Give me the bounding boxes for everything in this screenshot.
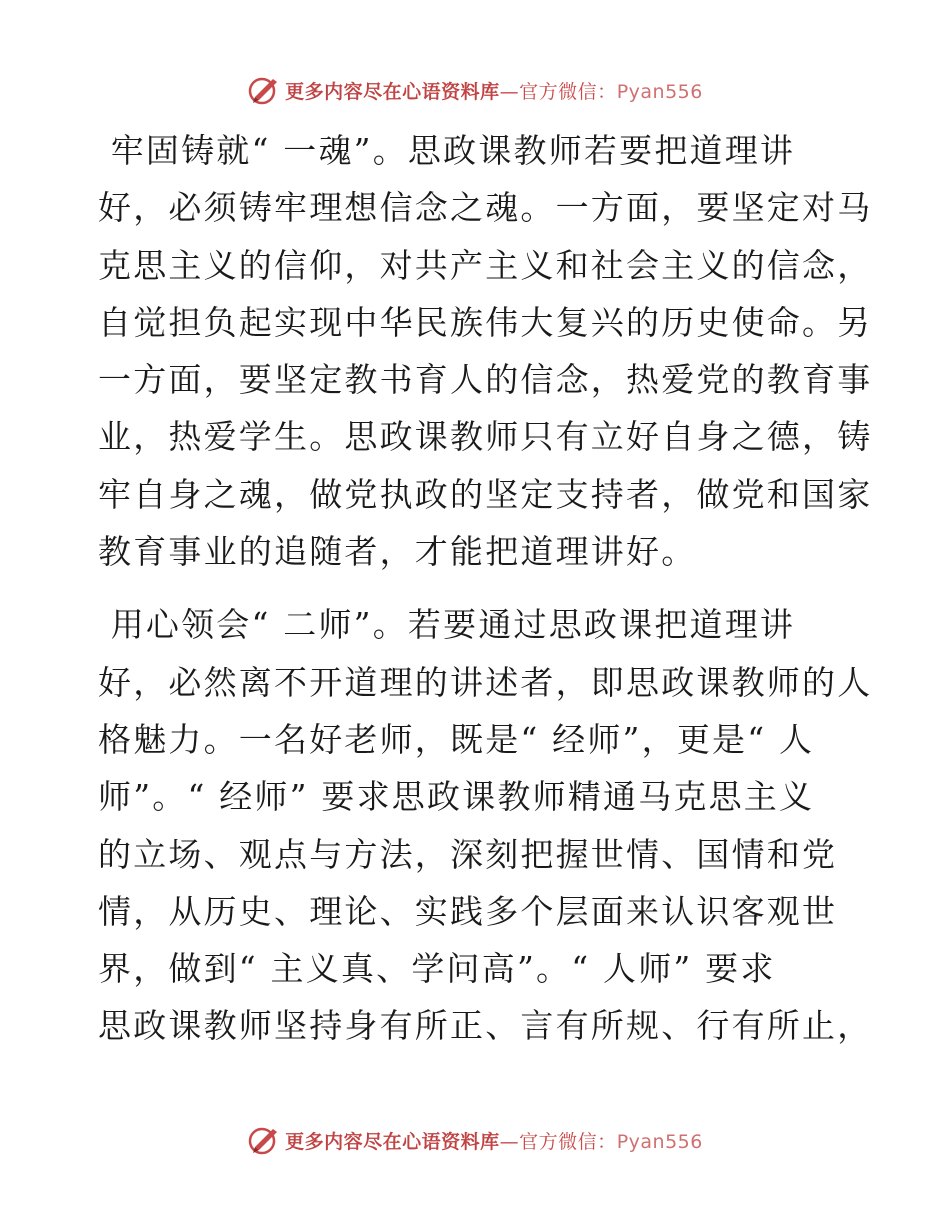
banner-wechat-id: Pyan556 <box>616 80 703 103</box>
text-line: 情，从历史、理论、实践多个层面来认识客观世 <box>98 891 838 931</box>
text-line: 自觉担负起实现中华民族伟大复兴的历史使命。另 <box>98 302 873 342</box>
paragraph-one-soul <box>98 122 873 580</box>
header-watermark-banner <box>0 70 950 110</box>
text-line: 的立场、观点与方法，深刻把握世情、国情和党 <box>98 834 838 874</box>
text-line: 师”。“ 经师” 要求思政课教师精通马克思主义 <box>98 777 815 817</box>
text-line: 用心领会“ 二师”。若要通过思政课把道理讲 <box>98 605 796 645</box>
text-line: 牢固铸就“ 一魂”。思政课教师若要把道理讲 <box>98 131 796 170</box>
banner-text <box>285 1127 703 1154</box>
banner-main-text: 更多内容尽在心语资料库 <box>285 80 500 103</box>
banner-text <box>285 77 703 104</box>
text-line: 克思主义的信仰，对共产主义和社会主义的信念， <box>98 245 873 285</box>
pen-logo-icon <box>247 1123 281 1157</box>
text-line: 教育事业的追随者，才能把道理讲好。 <box>98 532 697 572</box>
footer-watermark-banner <box>0 1120 950 1160</box>
text-line: 格魅力。一名好老师，既是“ 经师”，更是“ 人 <box>98 719 815 759</box>
text-line: 一方面，要坚定教书育人的信念，热爱党的教育事 <box>98 360 873 400</box>
text-line: 好，必须铸牢理想信念之魂。一方面，要坚定对马 <box>98 188 873 228</box>
text-line: 思政课教师坚持身有所正、言有所规、行有所止， <box>98 1006 873 1046</box>
banner-dash: — <box>499 1130 520 1153</box>
banner-wechat-id: Pyan556 <box>616 1130 703 1153</box>
banner-wechat-label: 官方微信： <box>519 1130 617 1153</box>
banner-wechat-label: 官方微信： <box>519 80 617 103</box>
text-line: 业，热爱学生。思政课教师只有立好自身之德，铸 <box>98 417 873 457</box>
banner-main-text: 更多内容尽在心语资料库 <box>285 1130 500 1153</box>
text-line: 好，必然离不开道理的讲述者，即思政课教师的人 <box>98 662 873 702</box>
paragraph-gap <box>98 580 858 596</box>
paragraph-two-teachers <box>98 596 873 1054</box>
text-line: 界，做到“ 主义真、学问高”。“ 人师” 要求 <box>98 949 776 989</box>
banner-dash: — <box>499 80 520 103</box>
document-body <box>98 122 873 1055</box>
text-line: 牢自身之魂，做党执政的坚定支持者，做党和国家 <box>98 474 873 514</box>
pen-logo-icon <box>247 73 281 107</box>
